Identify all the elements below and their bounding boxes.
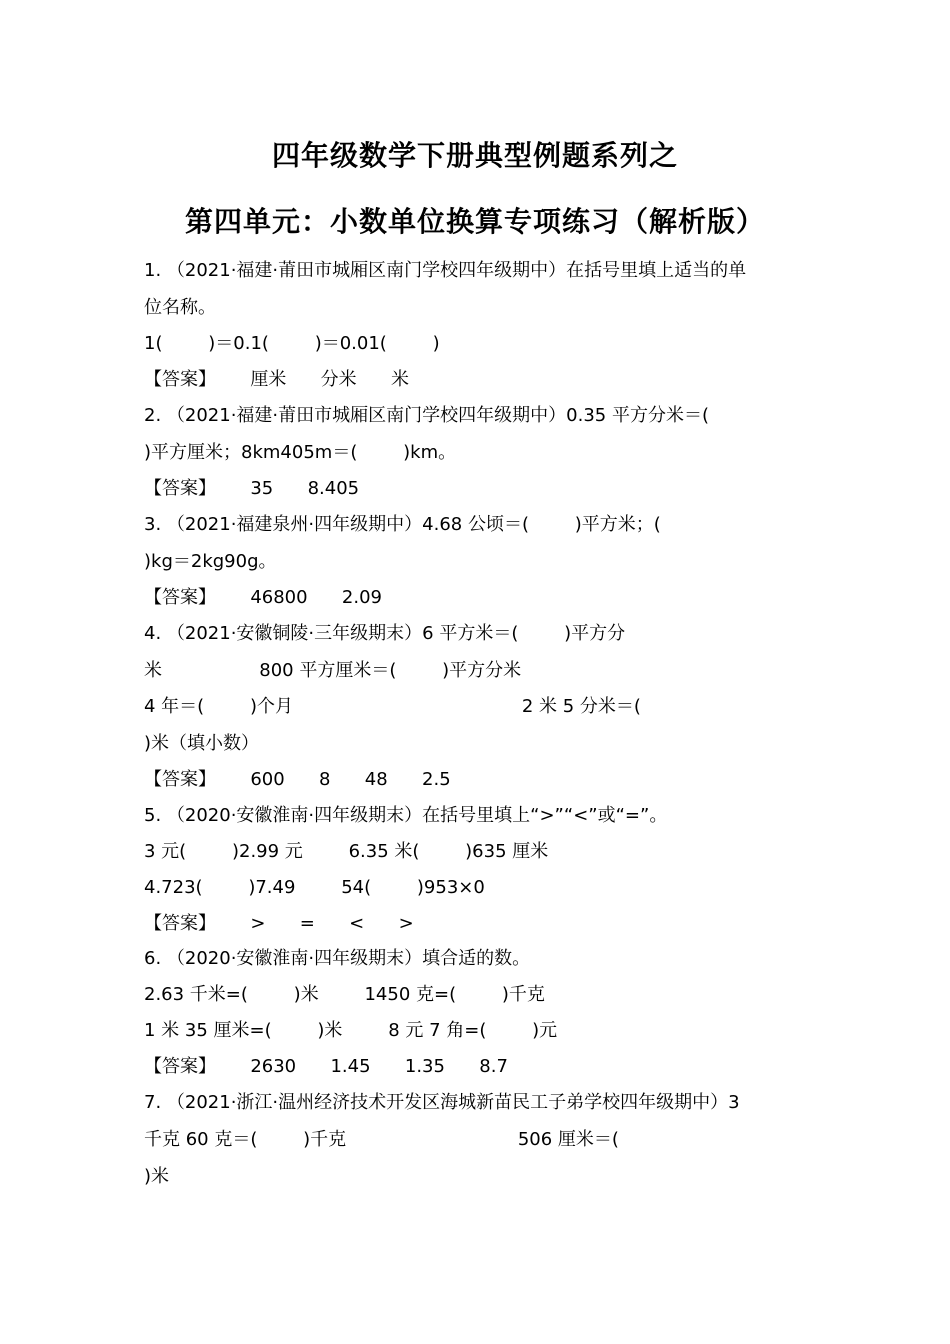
q6-line3: 1 米 35 厘米=( )米 8 元 7 角=( )元	[144, 1020, 558, 1041]
q1-line3: 1( )＝0.1( )＝0.01( )	[144, 333, 440, 354]
q1-line1: 1. （2021·福建·莆田市城厢区南门学校四年级期中）在括号里填上适当的单	[144, 260, 747, 281]
q3-line2: )kg＝2kg90g。	[144, 551, 277, 572]
q3-line1: 3. （2021·福建泉州·四年级期中）4.68 公顷＝( )平方米；(	[144, 514, 661, 535]
q2-line2: )平方厘米；8km405m＝( )km。	[144, 442, 457, 463]
q3-answer: 【答案】 46800 2.09	[144, 587, 382, 608]
q7-line1: 7. （2021·浙江·温州经济技术开发区海城新苗民工子弟学校四年级期中）3	[144, 1092, 740, 1113]
q6-line2: 2.63 千米=( )米 1450 克=( )千克	[144, 984, 545, 1005]
q2-line1: 2. （2021·福建·莆田市城厢区南门学校四年级期中）0.35 平方分米＝(	[144, 405, 709, 426]
q5-line3: 4.723( )7.49 54( )953×0	[144, 877, 485, 898]
q4-line1: 4. （2021·安徽铜陵·三年级期末）6 平方米＝( )平方分	[144, 623, 626, 644]
q7-line3: )米	[144, 1166, 170, 1187]
q6-line1: 6. （2020·安徽淮南·四年级期末）填合适的数。	[144, 948, 531, 969]
q4-line2: 米 800 平方厘米＝( )平方分米	[144, 660, 522, 681]
q4-answer: 【答案】 600 8 48 2.5	[144, 769, 451, 790]
q5-line1: 5. （2020·安徽淮南·四年级期末）在括号里填上“>”“<”或“=”。	[144, 805, 668, 826]
title-series: 四年级数学下册典型例题系列之	[271, 139, 678, 172]
q4-line3: 4 年＝( )个月 2 米 5 分米＝(	[144, 696, 641, 717]
title-unit: 第四单元：小数单位换算专项练习（解析版）	[184, 205, 765, 238]
q5-line2: 3 元( )2.99 元 6.35 米( )635 厘米	[144, 841, 549, 862]
q6-answer: 【答案】 2630 1.45 1.35 8.7	[144, 1056, 508, 1077]
q1-line2: 位名称。	[144, 297, 216, 318]
q5-answer: 【答案】 > = < >	[144, 913, 414, 934]
q4-line4: )米（填小数）	[144, 733, 260, 754]
q1-answer: 【答案】 厘米 分米 米	[144, 369, 409, 390]
q2-answer: 【答案】 35 8.405	[144, 478, 360, 499]
q7-line2: 千克 60 克＝( )千克 506 厘米＝(	[144, 1129, 619, 1150]
